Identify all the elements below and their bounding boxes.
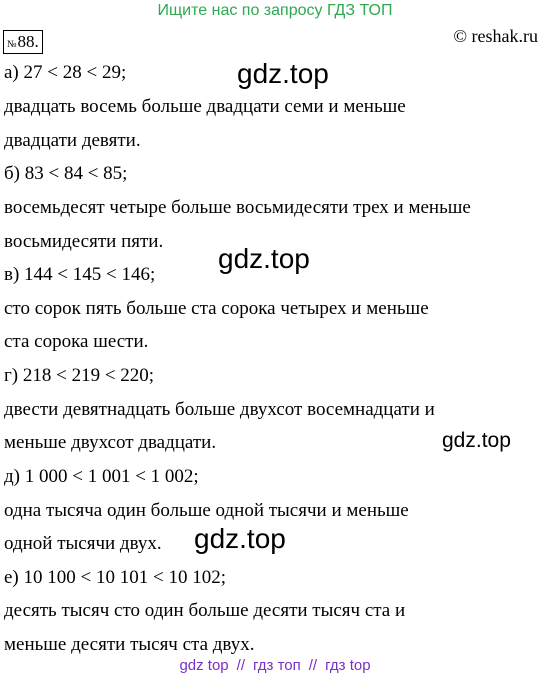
copyright-text: © reshak.ru: [453, 26, 538, 46]
answer-text-line: одна тысяча один больше одной тысячи и меньше: [4, 500, 409, 521]
answer-line-b: б) 83 < 84 < 85;: [4, 163, 128, 184]
answer-line-a: а) 27 < 28 < 29;: [4, 62, 127, 83]
answer-text-line: сто сорок пять больше ста сорока четырех и меньше: [4, 298, 429, 319]
answer-line-c: в) 144 < 145 < 146;: [4, 264, 156, 285]
answer-text-line: двадцати девяти.: [4, 130, 141, 151]
answer-text-line: ста сорока шести.: [4, 331, 149, 352]
task-number-box: [3, 30, 43, 54]
answer-text-line: двадцать восемь больше двадцати семи и меньше: [4, 96, 406, 117]
answer-text-line: восемьдесят четыре больше восьмидесяти трех и меньше: [4, 197, 471, 218]
footer-link[interactable]: гдз топ: [253, 657, 301, 674]
footer-separator: //: [308, 657, 318, 674]
watermark: gdz.top: [194, 523, 286, 554]
footer-link[interactable]: гдз top: [325, 657, 371, 674]
footer-links: [0, 656, 550, 676]
answer-text-line: двести девятнадцать больше двухсот восемнадцати и: [4, 399, 435, 420]
answer-line-e: д) 1 000 < 1 001 < 1 002;: [4, 466, 199, 487]
numero-sign: №: [7, 39, 17, 50]
task-number: 88.: [17, 32, 39, 51]
answer-text-line: восьмидесяти пяти.: [4, 231, 164, 252]
answer-text-line: меньше двухсот двадцати.: [4, 432, 217, 453]
answer-text-line: меньше десяти тысяч ста двух.: [4, 634, 255, 655]
header-search-link[interactable]: Ищите нас по запросу ГДЗ ТОП: [157, 2, 393, 19]
answer-line-d: г) 218 < 219 < 220;: [4, 365, 155, 386]
watermark: gdz.top: [237, 58, 329, 89]
answer-text-line: десять тысяч сто один больше десяти тысяч ста и: [4, 600, 406, 621]
answer-line-f: е) 10 100 < 10 101 < 10 102;: [4, 567, 226, 588]
answer-text-line: одной тысячи двух.: [4, 533, 162, 554]
watermark: gdz.top: [218, 243, 310, 274]
watermark: gdz.top: [442, 429, 511, 452]
footer-link[interactable]: gdz top: [179, 657, 229, 674]
footer-separator: //: [236, 657, 245, 674]
